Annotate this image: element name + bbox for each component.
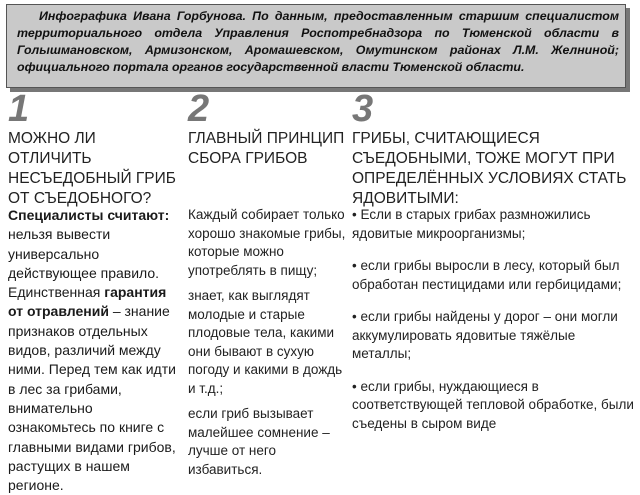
column-heading: МОЖНО ЛИ ОТЛИЧИТЬ НЕСЪЕДОБНЫЙ ГРИБ ОТ СЪЕДОБНОГО? — [8, 130, 176, 207]
column-1-body — [8, 206, 176, 495]
body-text: – знание признаков отдельных видов, различий между ними. Перед тем как идти в лес за грибами, внимательно ознакомьтесь по книге с главными видами грибов, растущих в нашем регионе. — [8, 303, 176, 494]
column-heading: ГРИБЫ, СЧИТАЮЩИЕСЯ СЪЕДОБНЫМИ, ТОЖЕ МОГУТ ПРИ ОПРЕДЕЛЁННЫХ УСЛОВИЯХ СТАТЬ ЯДОВИТЫМИ: — [352, 130, 627, 207]
column-2-header — [188, 88, 348, 169]
column-1-header — [8, 88, 176, 209]
column-number: 3 — [352, 88, 374, 130]
bullet-item: • если грибы выросли в лесу, который был обработан пестицидами или гербицидами; — [352, 258, 622, 292]
credit-text: Инфографика Ивана Горбунова. По данным, предоставленным старшим специалистом территориального отдела Управления Роспотребнадзора по Тюменской области в Голышмановском, Армизонском, Аромашевском, Омутинском районах Л.М. Желниной; официального портала органов государственной власти Тюменской области. — [17, 9, 619, 74]
bullet-item: • если грибы найдены у дорог – они могли аккумулировать ядовитые тяжёлые металлы; — [352, 309, 618, 361]
column-number: 2 — [188, 88, 210, 130]
bullet-item: • если грибы, нуждающиеся в соответствующей тепловой обработке, были съедены в сыром виде — [352, 378, 634, 431]
column-3-header — [352, 88, 636, 209]
paragraph: если гриб вызывает малейшее сомнение – лучше от него избавиться. — [188, 406, 330, 477]
body-text: нельзя вывести универсально действующее правило. Единственная — [8, 226, 160, 301]
column-number: 1 — [8, 88, 30, 130]
paragraph: знает, как выглядят молодые и старые плодовые тела, какими они бывают в сухую погоду и какими в дождь и т.д.; — [188, 288, 343, 396]
paragraph: Каждый собирает только хорошо знакомые грибы, которые можно употреблять в пищу; — [188, 207, 346, 278]
column-2-body — [188, 206, 348, 486]
bullet-item: • Если в старых грибах размножились ядовитые микроорганизмы; — [352, 207, 591, 241]
bold-phrase: Специалисты считают: — [8, 207, 170, 223]
credit-box — [6, 4, 626, 88]
column-3-body — [352, 206, 636, 447]
bold-phrase: гарантия от отравлений — [8, 284, 167, 320]
column-heading: ГЛАВНЫЙ ПРИНЦИП СБОРА ГРИБОВ — [188, 130, 345, 167]
